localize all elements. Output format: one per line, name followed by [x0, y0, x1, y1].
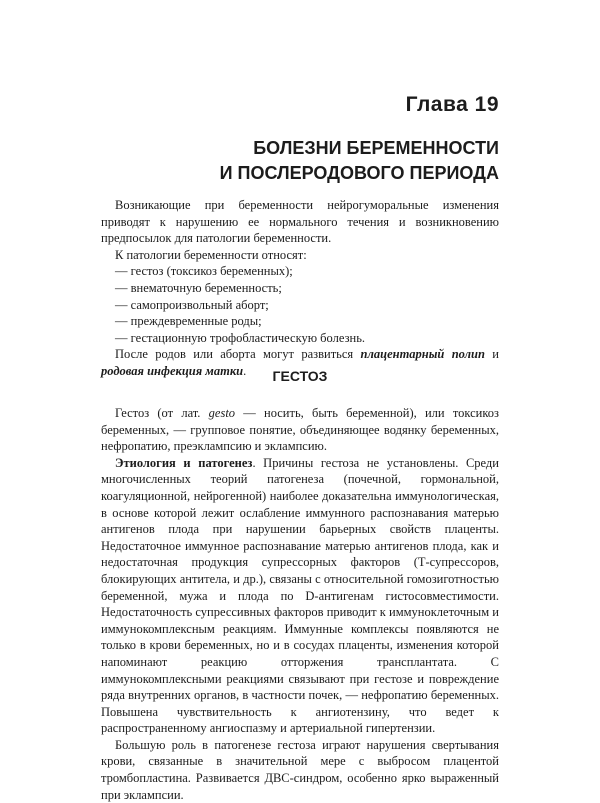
section-heading: ГЕСТОЗ — [272, 368, 328, 384]
coagulation-paragraph: Большую роль в патогенезе гестоза играют нарушения свертывания крови, связанные в значительной мере с выбросом плацентой тромбопластина. Развивается ДВС-синдром, особенно ярко выраженный при эклампсии. — [101, 737, 499, 802]
list-item: — гестационную трофобластическую болезнь. — [101, 330, 499, 347]
text-run: и — [484, 347, 499, 362]
list-item: — внематочную беременность; — [101, 280, 499, 297]
text-run: . — [243, 363, 247, 378]
chapter-number: Глава 19 — [405, 93, 499, 116]
chapter-title-line-1: БОЛЕЗНИ БЕРЕМЕННОСТИ — [253, 138, 499, 158]
intro-block — [101, 197, 499, 380]
pathology-list — [101, 263, 499, 346]
latin-term: gesto — [208, 406, 236, 420]
chapter-title — [220, 136, 499, 186]
list-lead: К патологии беременности относят: — [115, 247, 307, 262]
text-run: Гестоз (от лат. — [115, 406, 209, 420]
text-run: . Причины гестоза не установлены. Среди многочисленных теорий патогенеза (почечной, гормональной, коагуляционной, нейрогенной) наиболее доказательна иммунологическая, в основе которой лежит ослабление иммунного распознавания матерью антигенов плода при нарушении барьерных свойств плаценты. Недостаточное иммунное распознавание матерью антигенов плода, как и недостаточная продукция супрессорных факторов (Т-супрессоров, блокирующих антитела, и др.), связаны с относительной гомозиготностью беременной, мужа и плода по D-антигенам гистосовместимости. Недостаточность супрессивных факторов приводит к иммуноклеточным и иммунокомплексным реакциям. Иммунные комплексы появляются не только в крови беременных, но и в сосудах плаценты, изменения которой напоминают реакцию отторжения трансплантата. С иммунокомплексными реакциями связывают при гестозе и повреждение ряда внутренних органов, в частности почек, — нефропатию беременных. Повышена чувствительность к ангиотензину, что ведет к распространенному ангиоспазму и артериальной гипертензии. — [101, 455, 499, 736]
text-run: — носить, быть беременной), или токсикоз беременных, — групповое понятие, объединяющее водянку беременных, нефропатию, преэклампсию и эклампсию. — [101, 406, 499, 454]
list-item: — самопроизвольный аборт; — [101, 297, 499, 314]
list-item: — гестоз (токсикоз беременных); — [101, 263, 499, 280]
etiology-paragraph — [101, 455, 499, 737]
etiology-label: Этиология и патогенез — [115, 455, 253, 470]
intro-paragraph: Возникающие при беременности нейрогуморальные изменения приводят к нарушению ее нормального течения и возникновению предпосылок для патологии беременности. — [101, 198, 499, 246]
term-placental-polyp: плацентарный полип — [360, 347, 485, 362]
list-item: — преждевременные роды; — [101, 313, 499, 330]
chapter-title-line-2: И ПОСЛЕРОДОВОГО ПЕРИОДА — [219, 163, 499, 183]
definition-paragraph — [101, 405, 499, 455]
text-run: После родов или аборта могут развиться — [115, 347, 361, 362]
gestosis-section — [101, 405, 499, 803]
term-birth-infection: родовая инфекция матки — [101, 363, 244, 378]
